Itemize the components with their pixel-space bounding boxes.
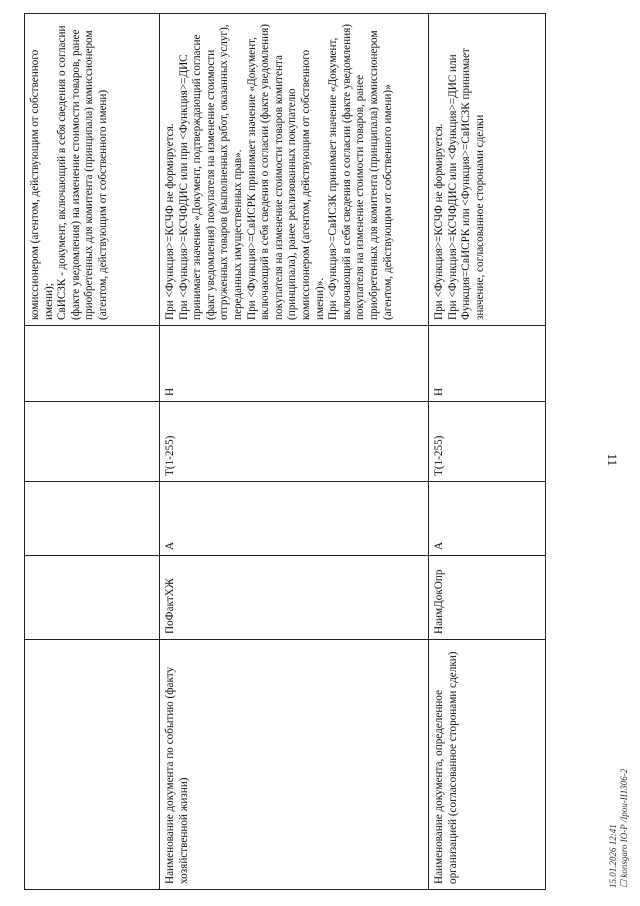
table-row (25, 14, 160, 890)
cell-type: А (160, 482, 429, 556)
cell-notes: комиссионером (агентом, действующим от собственного имени); СвИСЗК - документ, включающий в себя сведения о согласии (факте уведомления) на изменение стоимости товаров, ранее приобретенных для комитента (принципала) комиссионером (агентом, действующим от собственного имени) (25, 14, 160, 326)
cell-element-name: Наименование документа по событию (факту хозяйственной жизни) (160, 640, 429, 890)
cell-format: T(1-255) (429, 402, 546, 482)
page-number: 11 (605, 453, 620, 466)
cell-required: Н (160, 326, 429, 402)
cell-short-name: НаимДокОпр (429, 556, 546, 640)
cell-notes: При <Функция>=КСЧФ не формируется. При <Функция>=КСЧФДИС или <Функция>=ДИС или Функция=СвИСРК или <Функция>=СвИСЗК принимает значение, согласованное сторонами сделки (429, 14, 546, 326)
cell-format: T(1-255) (160, 402, 429, 482)
element-table (24, 13, 546, 890)
cell-required (25, 326, 160, 402)
cell-element-name: Наименование документа, определенное организацией (согласованное сторонами сделки) (429, 640, 546, 890)
cell-short-name: ПоФактХЖ (160, 556, 429, 640)
table-row (429, 14, 546, 890)
cell-notes: При <Функция>=КСЧФ не формируется. При <Функция>=КСЧФДИС или при <Функция>=ДИС принимает значение «Документ, подтверждающий согласие (факт уведомления) покупателя на изменение стоимости отгруженных товаров (выполненных работ, оказанных услуг), переданных имущественных прав». При <Функция>=СвИСРК принимает значение «Документ, включающий в себя сведения о согласии (факте уведомления) покупателя на изменение стоимости товаров комитента (принципала), ранее реализованных покупателю комиссионером (агентом, действующим от собственного имени)». При <Функция>=СвИСЗК принимает значение «Документ, включающий в себя сведения о согласии (факте уведомления) покупателя на изменение стоимости товаров, ранее приобретенных для комитента (принципала) комиссионером (агентом, действующим от собственного имени)» (160, 14, 429, 326)
cell-format (25, 402, 160, 482)
cell-type (25, 482, 160, 556)
print-footer (608, 769, 630, 888)
table-row (160, 14, 429, 890)
cell-short-name (25, 556, 160, 640)
cell-required: Н (429, 326, 546, 402)
footer-date: 15.01.2026 12:41 (608, 824, 618, 888)
cell-type: А (429, 482, 546, 556)
footer-source: ☐ konsgaro IO-P /Ipou-II1306-2 (619, 768, 629, 888)
cell-element-name (25, 640, 160, 890)
